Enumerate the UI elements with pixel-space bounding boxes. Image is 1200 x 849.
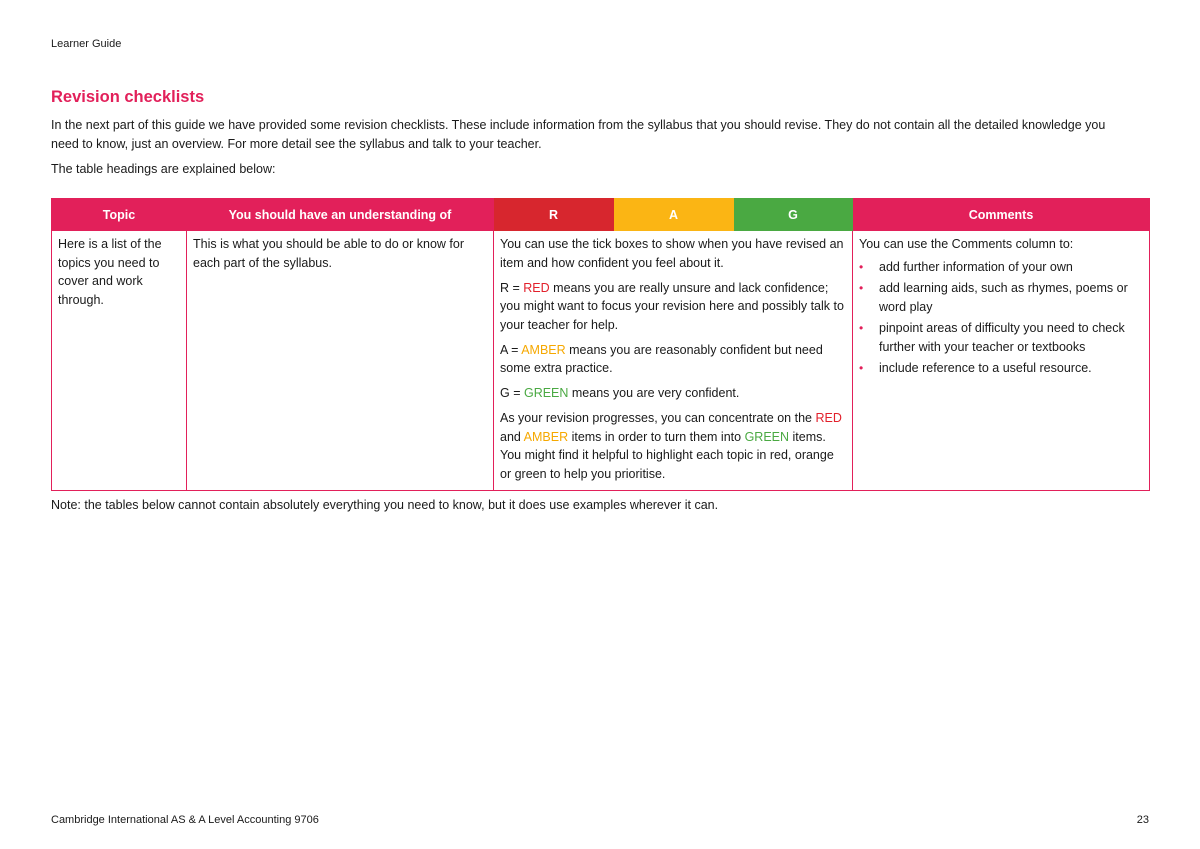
list-item: • include reference to a useful resource. xyxy=(859,359,1144,378)
header-topic: Topic xyxy=(52,199,187,231)
rag-progress-line: As your revision progresses, you can concentrate on the RED and AMBER items in order to turn them into GREEN items. You might find it helpful to highlight each topic in red, orange or green to help you prioritise. xyxy=(500,411,842,481)
page-number: 23 xyxy=(1136,814,1149,826)
comments-cell xyxy=(853,231,1150,491)
rag-red-line: R = RED means you are really unsure and lack confidence; you might want to focus your revision here and possibly talk to your teacher for help. xyxy=(500,280,844,332)
topic-cell: Here is a list of the topics you need to cover and work through. xyxy=(52,231,187,491)
note-text: Note: the tables below cannot contain absolutely everything you need to know, but it does use examples wherever it can. xyxy=(51,498,719,512)
rag-amber-line: A = AMBER means you are reasonably confident but need some extra practice. xyxy=(500,342,823,375)
table-row xyxy=(52,231,1150,491)
list-item: • add learning aids, such as rhymes, poems or word play xyxy=(859,281,1128,314)
red-word: RED xyxy=(523,280,550,295)
list-item: • add further information of your own xyxy=(859,258,1144,277)
table-intro: The table headings are explained below: xyxy=(51,162,276,176)
section-title: Revision checklists xyxy=(51,88,205,106)
header-understanding: You should have an understanding of xyxy=(187,199,494,231)
rag-explanation-table xyxy=(51,198,1150,491)
rag-cell xyxy=(494,231,853,491)
green-word: GREEN xyxy=(523,386,569,400)
footer-title: Cambridge International AS & A Level Accounting 9706 xyxy=(51,814,319,826)
comments-list xyxy=(859,258,1144,378)
running-head: Learner Guide xyxy=(51,38,122,50)
table-header-row xyxy=(52,199,1150,231)
bullet-icon: • xyxy=(859,361,864,375)
bullet-icon: • xyxy=(859,281,864,295)
bullet-icon: • xyxy=(859,321,864,335)
amber-word: AMBER xyxy=(521,342,566,357)
rag-green-line: G = GREEN means you are very confident. xyxy=(500,386,740,400)
intro-paragraph: In the next part of this guide we have provided some revision checklists. These include information from the syllabus that you should revise. They do not contain all the detailed knowledge you need to know, just an overview. For more detail see the syllabus and talk to your teacher. xyxy=(51,118,1106,151)
comments-intro: You can use the Comments column to: xyxy=(859,237,1074,251)
header-r: R xyxy=(494,199,614,231)
header-comments: Comments xyxy=(853,199,1150,231)
list-item: • pinpoint areas of difficulty you need to check further with your teacher or textbooks xyxy=(859,321,1125,354)
understanding-cell: This is what you should be able to do or know for each part of the syllabus. xyxy=(187,231,494,491)
rag-intro: You can use the tick boxes to show when you have revised an item and how confident you feel about it. xyxy=(500,237,844,270)
bullet-icon: • xyxy=(859,259,864,274)
header-g: G xyxy=(734,199,853,231)
header-a: A xyxy=(614,199,734,231)
